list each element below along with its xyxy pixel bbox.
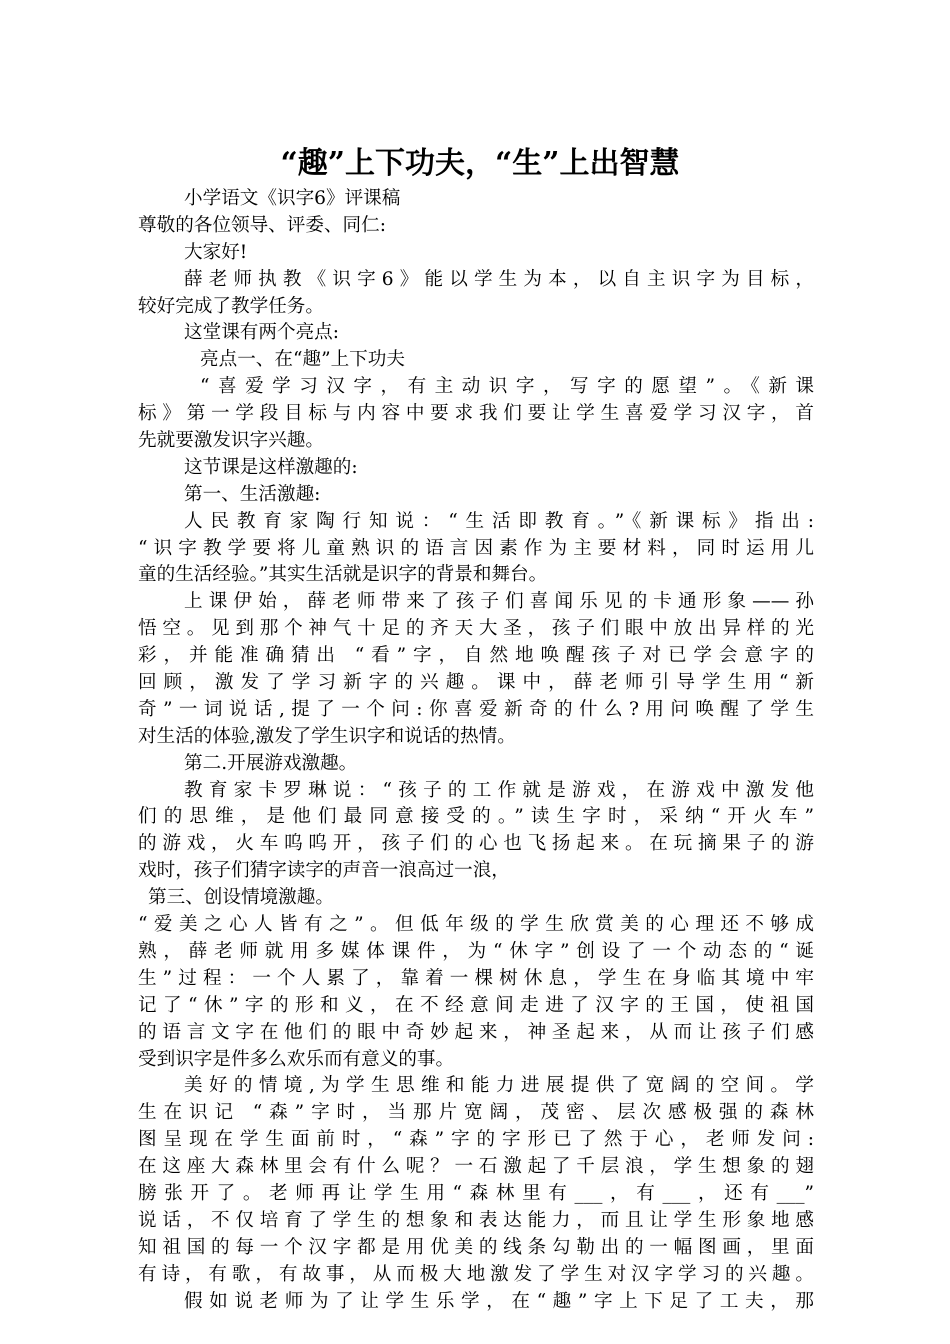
paragraph-line: 们的思维，是他们最同意接受的。”读生字时，采纳“开火车” <box>138 806 814 828</box>
paragraph-line: 图呈现在学生面前时，“森”字的字形已了然于心，老师发问: <box>138 1129 814 1151</box>
paragraph-line: 教育家卡罗琳说：“孩子的工作就是游戏，在游戏中激发他 <box>184 779 814 801</box>
section-heading: 第二.开展游戏激趣。 <box>184 752 358 774</box>
paragraph-line: 奇”一词说话,提了一个问:你喜爱新奇的什么?用问唤醒了学生 <box>138 698 814 720</box>
paragraph-line: 假如说老师为了让学生乐学，在“趣”字上下足了工夫，那 <box>184 1290 814 1312</box>
paragraph-line: “识字教学要将儿童熟识的语言因素作为主要材料，同时运用儿 <box>138 537 814 559</box>
section-heading: 第三、创设情境激趣。 <box>148 887 334 909</box>
paragraph-line: 回顾，激发了学习新字的兴趣。课中，薛老师引导学生用“新 <box>138 672 814 694</box>
paragraph-line: 对生活的体验,激发了学生识字和说话的热情。 <box>138 725 516 747</box>
paragraph-line: “喜爱学习汉字，有主动识字，写字的愿望”。《新课 <box>200 376 814 398</box>
paragraph-line: 说话，不仅培育了学生的想象和表达能力，而且让学生形象地感 <box>138 1209 814 1231</box>
paragraph-line: 标》第一学段目标与内容中要求我们要让学生喜爱学习汉字，首 <box>138 403 814 425</box>
subtitle-line: 小学语文《识字6》评课稿 <box>184 188 401 209</box>
paragraph-line: 在这座大森林里会有什么呢？一石激起了千层浪，学生想象的翅 <box>138 1156 814 1178</box>
paragraph-line: 记了“休”字的形和义，在不经意间走进了汉字的王国，使祖国 <box>138 994 814 1016</box>
paragraph-line: 上课伊始，薛老师带来了孩子们喜闻乐见的卡通形象——孙 <box>184 591 814 613</box>
paragraph-line: 较好完成了教学任务。 <box>138 295 324 317</box>
paragraph-line: 先就要激发识字兴趣。 <box>138 430 324 452</box>
paragraph-line: 的语言文字在他们的眼中奇妙起来，神圣起来，从而让孩子们感 <box>138 1021 814 1043</box>
salutation-line: 尊敬的各位领导、评委、同仁: <box>138 214 386 236</box>
paragraph-line: 这堂课有两个亮点: <box>184 322 340 344</box>
document-page <box>138 142 814 1315</box>
paragraph-line: 戏时，孩子们猜字读字的声音一浪高过一浪， <box>138 860 510 882</box>
paragraph-line: 知祖国的每一个汉字都是用优美的线条勾勒出的一幅图画，里面 <box>138 1236 814 1258</box>
paragraph-line: 受到识字是件多么欢乐而有意义的事。 <box>138 1048 455 1070</box>
paragraph-line: 悟空。见到那个神气十足的齐天大圣，孩子们眼中放出异样的光 <box>138 618 814 640</box>
section-heading: 第一、生活激趣: <box>184 483 321 505</box>
paragraph-line: 薛老师执教《识字6》能以学生为本，以自主识字为目标， <box>184 268 814 290</box>
paragraph-line: 彩，并能准确猜出 “看”字，自然地唤醒孩子对已学会意字的 <box>138 645 814 667</box>
paragraph-line: 美好的情境,为学生思维和能力进展提供了宽阔的空间。学 <box>184 1075 814 1097</box>
section-heading: 亮点一、在“趣”上下功夫 <box>200 349 405 371</box>
paragraph-line: 生”过程：一个人累了，靠着一棵树休息，学生在身临其境中牢 <box>138 967 814 989</box>
paragraph-line: 的游戏，火车呜呜开，孩子们的心也飞扬起来。在玩摘果子的游 <box>138 833 814 855</box>
paragraph-line: “爱美之心人皆有之”。但低年级的学生欣赏美的心理还不够成 <box>138 914 814 936</box>
paragraph-line: 有诗，有歌，有故事，从而极大地激发了学生对汉字学习的兴趣。 <box>138 1263 814 1285</box>
paragraph-line: 这节课是这样激趣的: <box>184 456 358 478</box>
paragraph-line: 生在识记 “森”字时，当那片宽阔，茂密、层次感极强的森林 <box>138 1102 814 1124</box>
paragraph-line: 膀张开了。老师再让学生用“森林里有___，有___，还有___” <box>138 1182 814 1204</box>
paragraph-line: 熟，薛老师就用多媒体课件，为“休字”创设了一个动态的“诞 <box>138 940 814 962</box>
document-title: “趣”上下功夫，“生”上出智慧 <box>280 146 680 181</box>
greeting-line: 大家好! <box>184 241 248 263</box>
paragraph-line: 人民教育家陶行知说：“生活即教育。”《新课标》指出: <box>184 510 814 532</box>
paragraph-line: 童的生活经验。”其实生活就是识字的背景和舞台。 <box>138 564 548 586</box>
